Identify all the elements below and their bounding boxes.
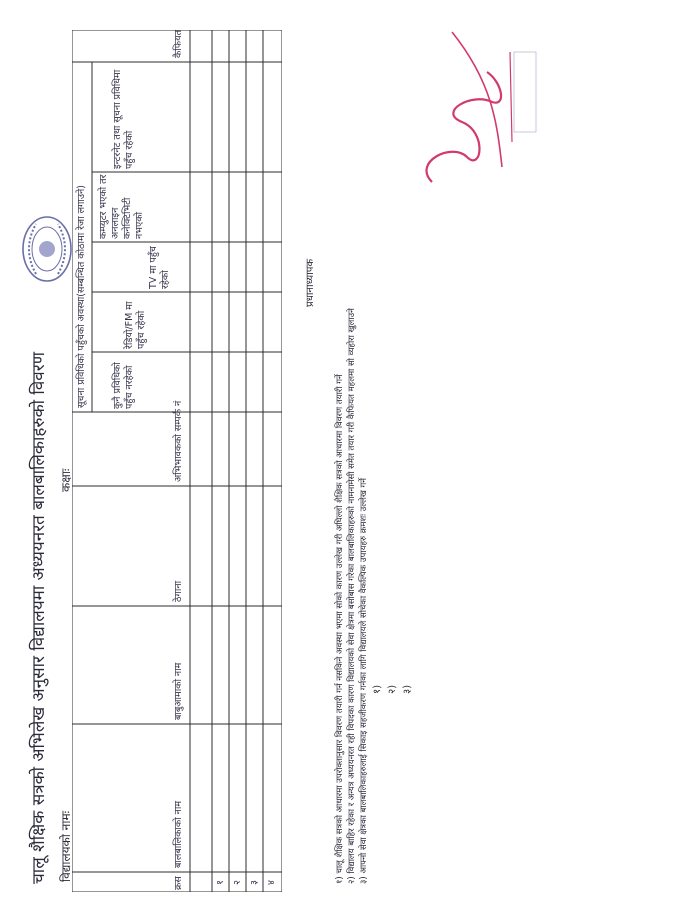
header-guardian-contact: अभिभावकको सम्पर्क नं xyxy=(173,400,184,482)
table-row-serial: ३ xyxy=(249,880,260,885)
header-internet-access: इन्टरनेट तथा सूचना प्रविधिमा पहुँच रहेको xyxy=(112,69,135,169)
stamp-seal-icon xyxy=(20,214,74,284)
table-row-serial: १ xyxy=(215,880,226,885)
principal-label: प्रधानाध्यापक xyxy=(305,258,316,307)
header-tv: TV मा पहुँच रहेको xyxy=(148,246,171,289)
header-no-technology: कुनै प्रविधिको पहुँच नरहेको xyxy=(112,362,135,409)
instructions-notes xyxy=(334,184,415,884)
table-row-serial: २ xyxy=(232,880,243,885)
school-stamp xyxy=(20,214,74,284)
header-ict-access-group: सूचना प्रविधिको पहुँचको अवस्था(सम्बन्धित कोठामा रेजा लगाउने) xyxy=(76,184,87,408)
header-radio-fm: रेडियो/FM मा पहुँच रहेको xyxy=(124,301,147,349)
document-page xyxy=(12,12,692,892)
document-title: चालू शैक्षिक सत्रको अभिलेख अनुसार विद्यालयमा अध्ययनरत बालबालिकाहरुको विवरण xyxy=(29,352,49,884)
header-remarks: कैफियत xyxy=(173,29,184,58)
header-address: ठेगाना xyxy=(173,580,184,602)
principal-signature xyxy=(392,22,552,202)
header-computer-offline: कम्प्युटर भएको तर अनलाइन कनेक्टिभिटी नभएको xyxy=(98,174,145,239)
header-parent-name: बाबुआमाको नाम xyxy=(173,662,184,720)
alternative-item-3: ३) xyxy=(402,684,413,694)
class-label: कक्षाः xyxy=(59,468,73,492)
alternative-item-2: २) xyxy=(387,684,398,694)
alternative-item-1: १) xyxy=(372,684,383,694)
table-row-serial: ४ xyxy=(266,880,277,885)
signature-scribble-icon xyxy=(392,22,552,202)
header-child-name: बालबालिकाको नाम xyxy=(173,800,184,868)
note-1: १) चालू शैक्षिक सत्रको आधारमा उपरोक्तानुसार विवरण तयारी गर्न नसकिने अवस्था भएमा सोको कारण उल्लेख गरी अघिल्लो शैक्षिक सत्रको आधारमा विवरण तयारी गर्ने xyxy=(335,374,345,884)
school-name-label: विद्यालयको नामः xyxy=(59,810,73,882)
header-serial: क्रस xyxy=(173,876,184,890)
note-3: ३) आफ्नो सेवा क्षेत्रका बालबालिकाहरुलाई सिकाइ सहजीकरण गर्नका लागि विद्यालयले सोचेका वैकल्पिक उपायहरु क्रमशः उल्लेख गर्ने xyxy=(359,477,369,884)
note-2: २) विद्यालय बाहिर रहेका र अन्यत्र अध्ययनरत रही विपदका कारण विद्यालयको सेवा क्षेत्रमा बसोबास गरेका बालबालिकाहरुको नामनामेसी समेत तयार गरी कैफियत महलमा सो व्यहोरा खुलाउने xyxy=(347,308,357,884)
